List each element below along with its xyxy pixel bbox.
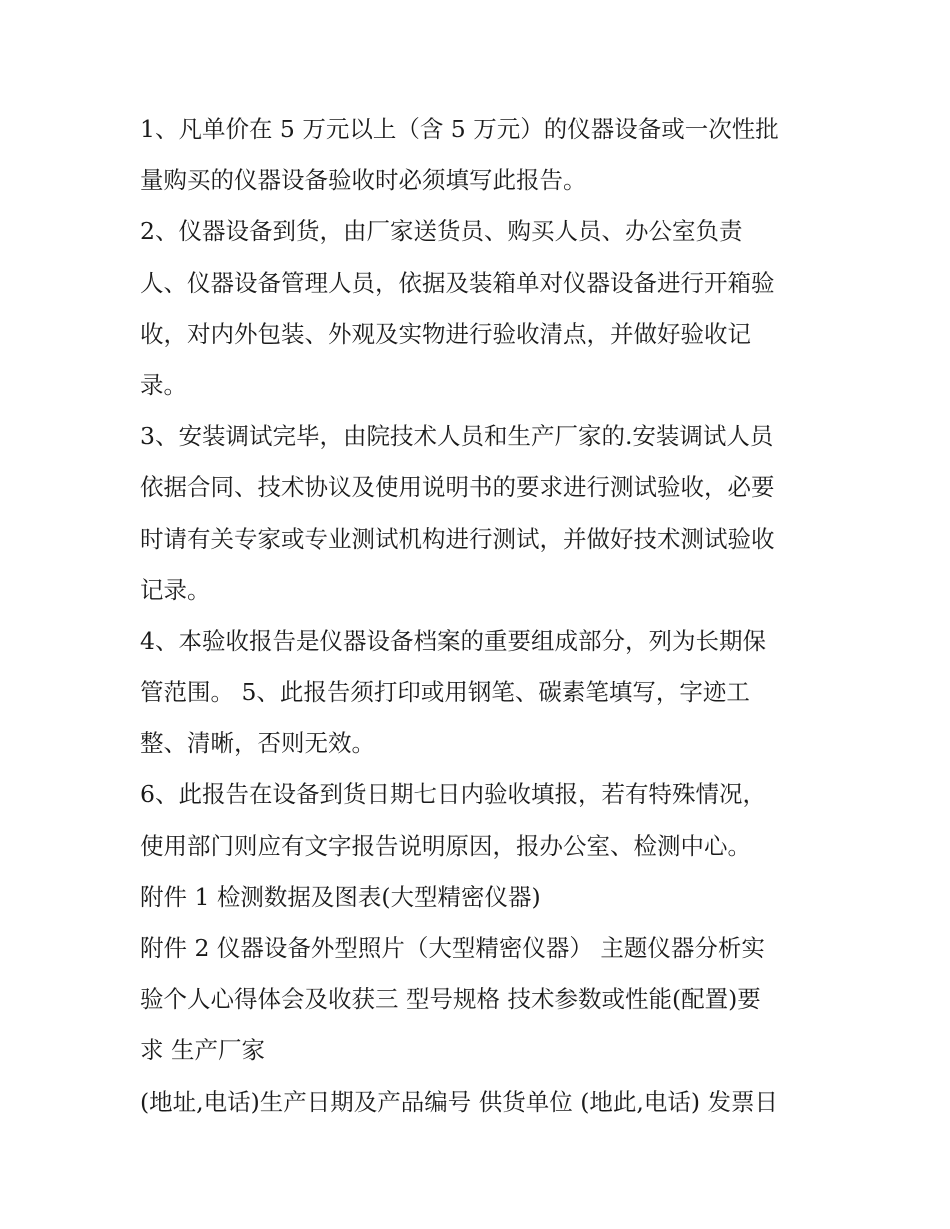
text-line: 求 生产厂家	[140, 1036, 265, 1065]
text-line: 记录。	[140, 575, 211, 604]
text-line: 3、安装调试完毕，由院技术人员和生产厂家的.安装调试人员	[140, 422, 774, 451]
text-line: 附件 1 检测数据及图表(大型精密仪器)	[140, 882, 541, 911]
text-line: 管范围。 5、此报告须打印或用钢笔、碳素笔填写，字迹工	[140, 678, 750, 707]
text-line: (地址,电话)生产日期及产品编号 供货单位 (地此,电话) 发票日	[140, 1087, 779, 1116]
text-line: 依据合同、技术协议及使用说明书的要求进行测试验收，必要	[140, 473, 775, 502]
text-line: 整、清晰，否则无效。	[140, 729, 375, 758]
text-line: 使用部门则应有文字报告说明原因，报办公室、检测中心。	[140, 831, 751, 860]
text-line: 验个人心得体会及收获三 型号规格 技术参数或性能(配置)要	[140, 985, 761, 1014]
text-line: 2、仪器设备到货，由厂家送货员、购买人员、办公室负责	[140, 217, 743, 246]
text-line: 附件 2 仪器设备外型照片（大型精密仪器） 主题仪器分析实	[140, 934, 765, 962]
document-body	[140, 104, 820, 1128]
text-line: 量购买的仪器设备验收时必须填写此报告。	[140, 166, 587, 195]
text-line: 4、本验收报告是仪器设备档案的重要组成部分，列为长期保	[140, 626, 766, 655]
text-line: 1、凡单价在 5 万元以上（含 5 万元）的仪器设备或一次性批	[140, 115, 779, 143]
text-line: 收，对内外包装、外观及实物进行验收清点，并做好验收记	[140, 319, 751, 348]
text-line: 录。	[140, 370, 187, 399]
text-line: 人、仪器设备管理人员，依据及装箱单对仪器设备进行开箱验	[140, 268, 775, 297]
text-line: 6、此报告在设备到货日期七日内验收填报，若有特殊情况，	[140, 780, 766, 809]
text-line: 时请有关专家或专业测试机构进行测试，并做好技术测试验收	[140, 524, 775, 553]
